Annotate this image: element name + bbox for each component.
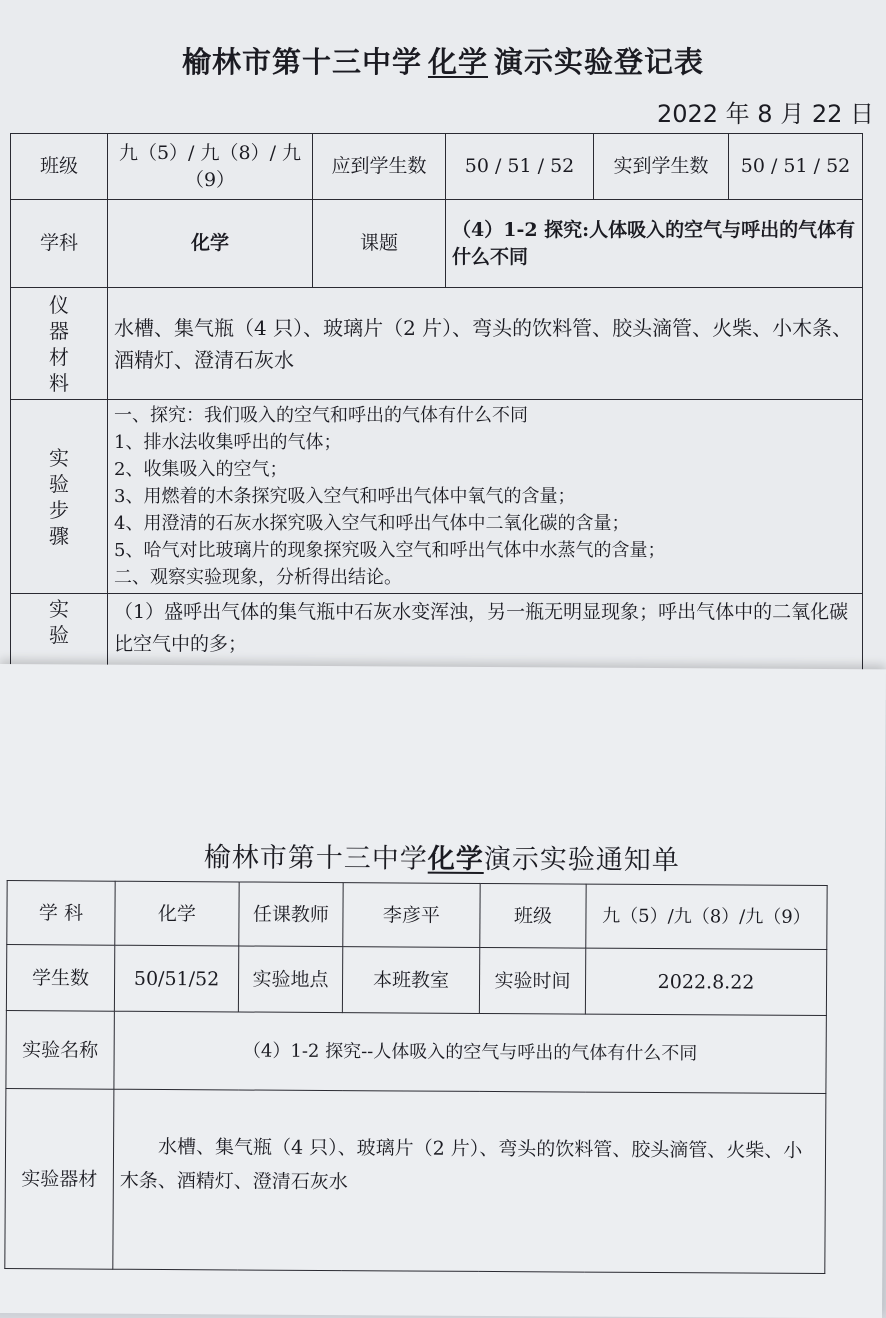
registration-title xyxy=(0,40,886,81)
notice-table xyxy=(4,880,827,1274)
step-line: 一、探究：我们吸入的空气和呼出的气体有什么不同 xyxy=(114,405,528,426)
location-label: 实验地点 xyxy=(238,946,342,1013)
title-school: 榆林市第十三中学 xyxy=(203,842,428,875)
title-subject: 化学 xyxy=(427,843,484,875)
experiment-name-value: （4）1-2 探究--人体吸入的空气与呼出的气体有什么不同 xyxy=(114,1011,826,1093)
step-line: 4、用澄清的石灰水探究吸入空气和呼出气体中二氧化碳的含量； xyxy=(114,513,630,534)
title-form-name: 演示实验登记表 xyxy=(494,45,705,79)
actual-students-value: 50 / 51 / 52 xyxy=(729,134,863,200)
steps-cell xyxy=(108,400,863,594)
step-line: 5、哈气对比玻璃片的现象探究吸入空气和呼出气体中水蒸气的含量； xyxy=(114,540,666,561)
equipment-label: 实验器材 xyxy=(5,1089,114,1270)
class-label: 班级 xyxy=(480,883,586,948)
table-row xyxy=(11,134,863,200)
table-row xyxy=(11,200,863,288)
equipment-label-text: 仪器材料 xyxy=(49,292,69,395)
subject-label: 学科 xyxy=(11,200,108,288)
class-value: 九（5）/九（8）/九（9） xyxy=(586,884,827,949)
experiment-name-label: 实验名称 xyxy=(6,1011,114,1090)
teacher-value: 李彦平 xyxy=(343,883,480,948)
subject-label: 学 科 xyxy=(7,881,115,946)
actual-students-label: 实到学生数 xyxy=(594,134,729,200)
steps-label xyxy=(11,400,108,594)
equipment-value: 水槽、集气瓶（4 只）、玻璃片（2 片）、弯头的饮料管、胶头滴管、火柴、小木条、酒精灯、澄清石灰水 xyxy=(113,1089,826,1273)
notice-title xyxy=(0,834,885,878)
topic-label: 课题 xyxy=(313,200,446,288)
expected-students-value: 50 / 51 / 52 xyxy=(446,134,594,200)
table-row xyxy=(6,945,826,1016)
result-label-text: 实验 xyxy=(49,597,69,647)
step-line: 2、收集吸入的空气； xyxy=(114,459,288,480)
teacher-label: 任课教师 xyxy=(239,882,343,947)
expected-students-label: 应到学生数 xyxy=(313,134,446,200)
table-row xyxy=(6,1011,826,1094)
subject-value: 化学 xyxy=(108,200,313,288)
location-value: 本班教室 xyxy=(342,947,479,1014)
step-line: 1、排水法收集呼出的气体； xyxy=(114,432,342,453)
title-subject: 化学 xyxy=(427,45,488,79)
step-line: 二、观察实验现象，分析得出结论。 xyxy=(114,567,402,588)
table-row xyxy=(11,400,863,594)
title-form-name: 演示实验通知单 xyxy=(483,843,680,877)
result-text: （1）盛呼出气体的集气瓶中石灰水变浑浊，另一瓶无明显现象；呼出气体中的二氧化碳比空气中的多； xyxy=(108,594,863,704)
table-row xyxy=(5,1089,826,1274)
subject-value: 化学 xyxy=(115,881,239,946)
steps-label-text: 实验步骤 xyxy=(49,445,69,548)
students-value: 50/51/52 xyxy=(114,945,238,1012)
class-value: 九（5）/ 九（8）/ 九（9） xyxy=(108,134,313,200)
table-row xyxy=(7,881,827,950)
students-label: 学生数 xyxy=(6,945,114,1012)
equipment-label xyxy=(11,288,108,400)
registration-date: 2022 年 8 月 22 日 xyxy=(656,100,874,128)
step-line: 3、用燃着的木条探究吸入空气和呼出气体中氧气的含量； xyxy=(114,486,576,507)
registration-table xyxy=(10,133,863,704)
class-label: 班级 xyxy=(11,134,108,200)
time-label: 实验时间 xyxy=(479,947,585,1014)
title-school: 榆林市第十三中学 xyxy=(181,45,422,79)
topic-value: （4）1-2 探究:人体吸入的空气与呼出的气体有什么不同 xyxy=(446,200,863,288)
notice-sheet xyxy=(0,664,886,1318)
equipment-value: 水槽、集气瓶（4 只）、玻璃片（2 片）、弯头的饮料管、胶头滴管、火柴、小木条、酒精灯、澄清石灰水 xyxy=(108,288,863,400)
table-row xyxy=(11,288,863,400)
time-value: 2022.8.22 xyxy=(585,948,826,1015)
